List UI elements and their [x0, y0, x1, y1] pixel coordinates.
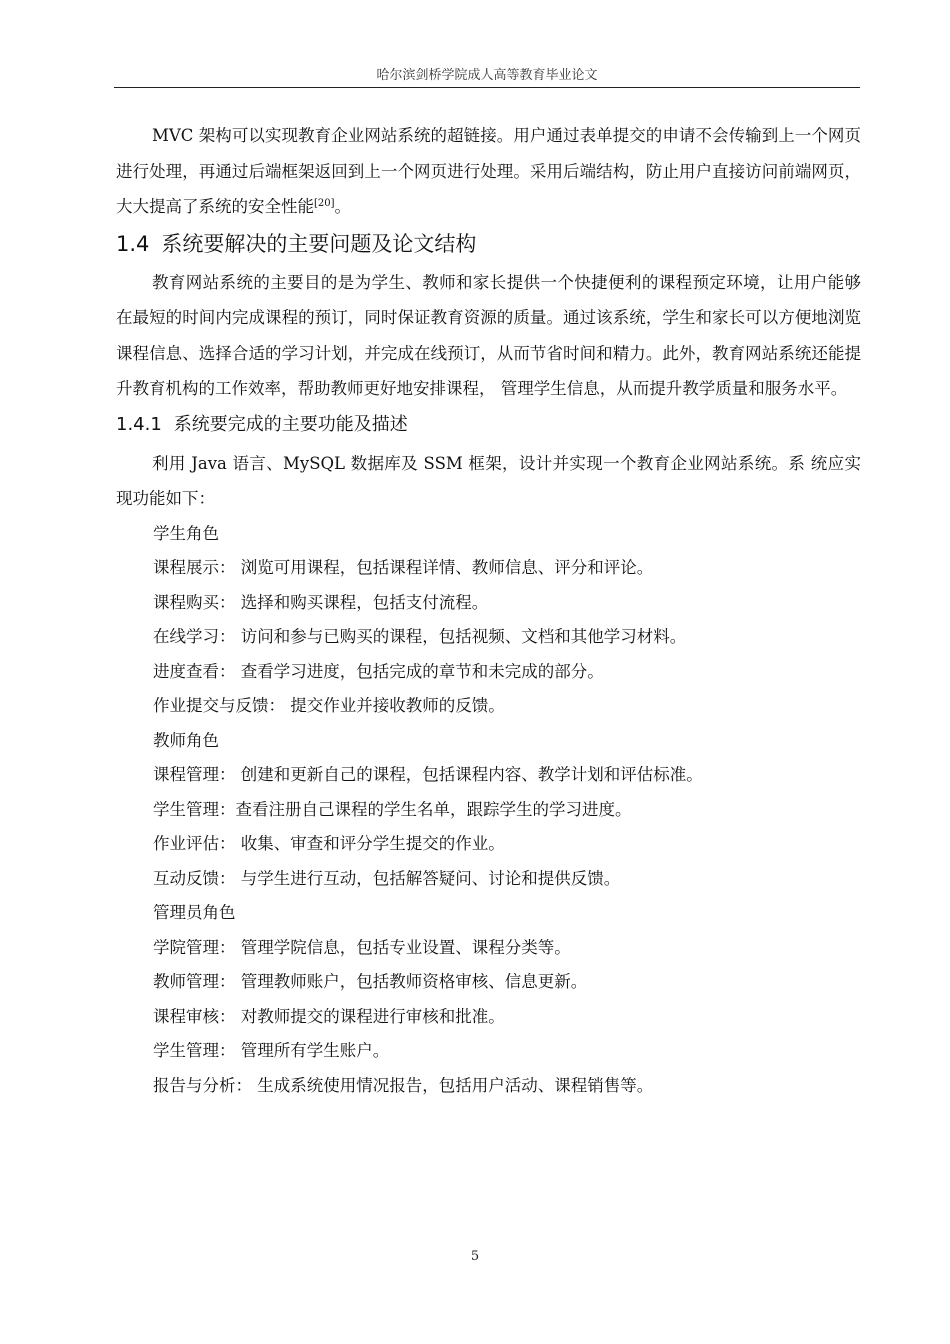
section-heading-1-4 — [116, 229, 861, 259]
function-list — [116, 517, 861, 1104]
list-item: 课程展示： 浏览可用课程，包括课程详情、教师信息、评分和评论。 — [153, 558, 654, 577]
section-heading-1-4-1 — [116, 410, 861, 440]
list-item: 课程购买： 选择和购买课程，包括支付流程。 — [153, 592, 489, 612]
intro-paragraph-text: MVC 架构可以实现教育企业网站系统的超链接。用户通过表单提交的申请不会传输到上一个网页进行处理，再通过后端框架返回到上一个网页进行处理。采用后端结构，防止用户直接访问前端网页，大大提高了系统的安全性能 — [116, 126, 861, 216]
list-item: 报告与分析： 生成系统使用情况报告，包括用户活动、课程销售等。 — [153, 1075, 654, 1095]
page-body — [116, 118, 861, 1103]
list-item: 学生管理：查看注册自己课程的学生名单，跟踪学生的学习进度。 — [153, 799, 632, 819]
section-1-4-1-paragraph: 利用 Java 语言、MySQL 数据库及 SSM 框架，设计并实现一个教育企业网站系统。系 统应实现功能如下： — [116, 453, 861, 508]
list-item: 课程管理： 创建和更新自己的课程，包括课程内容、教学计划和评估标准。 — [153, 765, 703, 784]
subsection-number: 1.4.1 — [116, 413, 162, 435]
list-item: 进度查看： 查看学习进度，包括完成的章节和未完成的部分。 — [153, 661, 604, 681]
list-item: 教师管理： 管理教师账户，包括教师资格审核、信息更新。 — [153, 972, 588, 991]
intro-paragraph-end: 。 — [334, 197, 352, 216]
page-number: 5 — [470, 1249, 480, 1264]
list-item: 在线学习： 访问和参与已购买的课程，包括视频、文档和其他学习材料。 — [153, 627, 687, 646]
list-item: 作业提交与反馈： 提交作业并接收教师的反馈。 — [153, 696, 505, 715]
role-heading-admin: 管理员角色 — [153, 903, 236, 922]
section-title: 系统要解决的主要问题及论文结构 — [161, 231, 477, 256]
list-item: 学生管理： 管理所有学生账户。 — [153, 1041, 390, 1060]
list-item: 学院管理： 管理学院信息，包括专业设置、课程分类等。 — [153, 937, 571, 957]
subsection-title: 系统要完成的主要功能及描述 — [173, 413, 408, 435]
section-1-4-paragraph: 教育网站系统的主要目的是为学生、教师和家长提供一个快捷便利的课程预定环境，让用户能够在最短的时间内完成课程的预订，同时保证教育资源的质量。通过该系统，学生和家长可以方便地浏览课程信息、选择合适的学习计划，并完成在线预订，从而节省时间和精力。此外，教育网站系统还能提升教育机构的工作效率，帮助教师更好地安排课程， 管理学生信息，从而提升教学质量和服务水平。 — [116, 272, 861, 398]
list-item: 作业评估： 收集、审查和评分学生提交的作业。 — [153, 834, 505, 853]
role-heading-student: 学生角色 — [153, 523, 219, 543]
page-header-title: 哈尔滨剑桥学院成人高等教育毕业论文 — [376, 68, 598, 83]
section-number: 1.4 — [116, 231, 150, 256]
citation-ref: [20] — [314, 198, 335, 209]
list-item: 课程审核： 对教师提交的课程进行审核和批准。 — [153, 1006, 505, 1026]
role-heading-teacher: 教师角色 — [153, 730, 219, 750]
header-divider — [114, 87, 860, 88]
intro-paragraph — [116, 118, 861, 225]
list-item: 互动反馈： 与学生进行互动，包括解答疑问、讨论和提供反馈。 — [153, 868, 621, 888]
